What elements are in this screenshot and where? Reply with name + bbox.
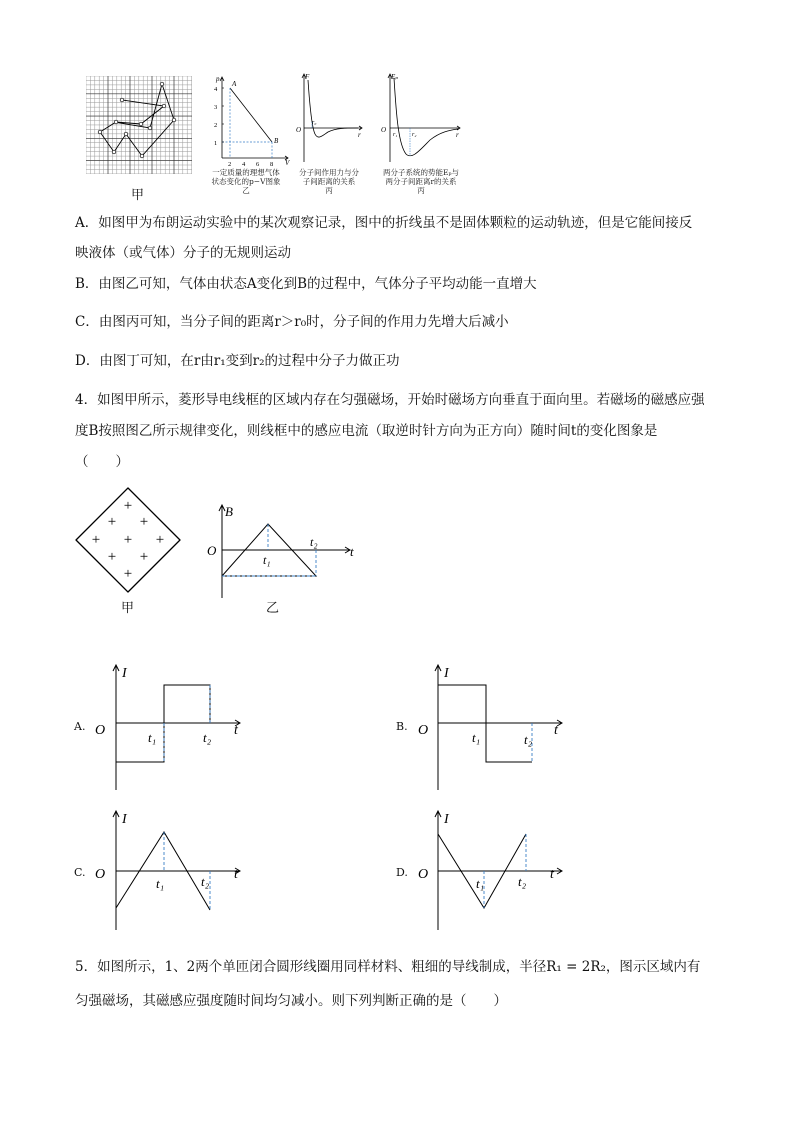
plus-mark: + xyxy=(123,498,133,514)
plus-mark: + xyxy=(123,566,133,582)
pv-caption-line2: 状态变化的p−V图象 xyxy=(211,177,281,186)
q4-answer-blank: （ ） xyxy=(75,454,129,470)
pv-ytick: 3 xyxy=(214,104,218,111)
fr-origin: O xyxy=(296,126,302,134)
option-b-t2: t₂ xyxy=(524,732,533,747)
force-distance-graph-figure xyxy=(292,70,366,170)
fr-axis-f: F xyxy=(305,73,310,81)
bt-t1: t₁ xyxy=(263,553,271,567)
ep-caption-line3: 丙 xyxy=(417,186,425,195)
ep-caption xyxy=(376,168,466,195)
pv-axis-p: p xyxy=(216,75,220,83)
ep-caption-line1: 两分子系统的势能Eₚ与 xyxy=(383,168,459,177)
option-d-axis-t: t xyxy=(550,867,554,882)
option-d-t2: t₂ xyxy=(518,874,527,889)
plus-mark: + xyxy=(107,514,117,530)
q4-figure-jia-label: 甲 xyxy=(121,601,135,616)
option-a-t1: t₁ xyxy=(148,730,157,745)
ep-r1: r₁ xyxy=(393,132,398,138)
q3-option-a-line2: 映液体（或气体）分子的无规则运动 xyxy=(75,245,291,261)
q3-option-d: D．由图丁可知，在r由r₁变到r₂的过程中分子力做正功 xyxy=(75,353,400,369)
bt-graph-figure xyxy=(198,500,358,600)
option-b-axis-i: I xyxy=(444,666,449,681)
ep-axis-r: r xyxy=(456,131,459,139)
option-a-graph[interactable] xyxy=(90,660,260,792)
fr-caption-line2: 子间距离的关系 xyxy=(302,177,356,186)
pv-point-b: B xyxy=(274,137,279,145)
ep-axis: Eₚ xyxy=(391,73,399,81)
option-a-origin: O xyxy=(95,723,106,738)
pv-xtick: 4 xyxy=(242,161,246,168)
option-a-label[interactable]: A. xyxy=(74,720,86,733)
pv-ytick: 1 xyxy=(214,140,218,147)
ep-caption-line2: 两分子间距离r的关系 xyxy=(385,177,457,186)
fr-axis-r: r xyxy=(358,131,361,139)
pv-ytick: 2 xyxy=(214,122,218,129)
q5-stem-line1: 5．如图所示，1、2两个单匝闭合圆形线圈用同样材料、粗细的导线制成，半径R₁ = 2R₂，图示区域内有 xyxy=(75,959,701,975)
q3-option-c: C．由图丙可知，当分子间的距离r＞r₀时，分子间的作用力先增大后减小 xyxy=(75,314,509,330)
option-d-axis-i: I xyxy=(444,812,449,827)
potential-energy-graph-figure xyxy=(378,70,464,170)
q5-stem-line2: 匀强磁场，其磁感应强度随时间均匀减小。则下列判断正确的是（ ） xyxy=(75,993,507,1009)
pv-xtick: 6 xyxy=(256,161,260,168)
fr-caption-line3: 丙 xyxy=(325,186,333,195)
bt-axis-t: t xyxy=(350,544,354,559)
option-b-label[interactable]: B. xyxy=(396,720,408,733)
plus-mark: + xyxy=(123,532,133,548)
option-a-axis-t: t xyxy=(234,723,238,738)
fr-caption-line1: 分子间作用力与分 xyxy=(299,168,359,177)
q4-stem-line1: 4．如图甲所示，菱形导电线框的区域内存在匀强磁场，开始时磁场方向垂直于面向里。若磁场的磁感应强 xyxy=(75,392,705,408)
bt-origin: O xyxy=(207,543,217,558)
brownian-motion-grid-figure xyxy=(86,76,192,174)
bt-axis-b: B xyxy=(225,504,233,519)
option-c-t2: t₂ xyxy=(201,874,210,889)
pv-caption xyxy=(206,168,286,195)
pv-ytick: 4 xyxy=(214,86,218,93)
plus-mark: + xyxy=(91,532,101,548)
plus-mark: + xyxy=(139,514,149,530)
option-a-axis-i: I xyxy=(122,666,127,681)
ep-origin: O xyxy=(381,126,387,134)
option-c-t1: t₁ xyxy=(156,876,165,891)
fr-caption xyxy=(292,168,366,195)
fr-r0: r₀ xyxy=(312,120,317,126)
q3-option-b: B．由图乙可知，气体由状态A变化到B的过程中，气体分子平均动能一直增大 xyxy=(75,276,537,292)
option-b-origin: O xyxy=(418,723,429,738)
pv-caption-line3: 乙 xyxy=(242,186,250,195)
plus-mark: + xyxy=(155,532,165,548)
ep-r2: r₂ xyxy=(412,132,417,138)
q3-option-a-line1: A．如图甲为布朗运动实验中的某次观察记录，图中的折线虽不是固体颗粒的运动轨迹，但是它能间接反 xyxy=(75,215,693,231)
option-c-label[interactable]: C. xyxy=(74,866,86,879)
option-b-axis-t: t xyxy=(554,723,558,738)
pv-graph-figure xyxy=(208,72,292,170)
option-a-t2: t₂ xyxy=(203,730,212,745)
pv-xtick: 2 xyxy=(228,161,232,168)
option-d-t1: t₁ xyxy=(476,876,485,891)
option-c-axis-t: t xyxy=(234,867,238,882)
plus-mark: + xyxy=(139,549,149,565)
q4-figure-yi-label: 乙 xyxy=(266,601,280,616)
option-d-origin: O xyxy=(418,867,429,882)
bt-t2: t₂ xyxy=(310,535,318,549)
figure-jia-label: 甲 xyxy=(131,188,145,203)
option-d-label[interactable]: D. xyxy=(396,866,408,879)
option-c-axis-i: I xyxy=(122,812,127,827)
rhombus-frame-figure xyxy=(74,486,184,596)
option-b-t1: t₁ xyxy=(472,730,481,745)
option-c-origin: O xyxy=(95,867,106,882)
option-d-graph[interactable] xyxy=(412,808,582,932)
pv-axis-v: V xyxy=(285,159,290,167)
q4-stem-line2: 度B按照图乙所示规律变化，则线框中的感应电流（取逆时针方向为正方向）随时间t的变化图象是 xyxy=(75,423,658,439)
option-b-graph[interactable] xyxy=(412,660,582,792)
pv-point-a: A xyxy=(232,80,237,88)
pv-caption-line1: 一定质量的理想气体 xyxy=(212,168,280,177)
option-c-graph[interactable] xyxy=(90,808,260,932)
pv-xtick: 8 xyxy=(270,161,274,168)
plus-mark: + xyxy=(107,549,117,565)
